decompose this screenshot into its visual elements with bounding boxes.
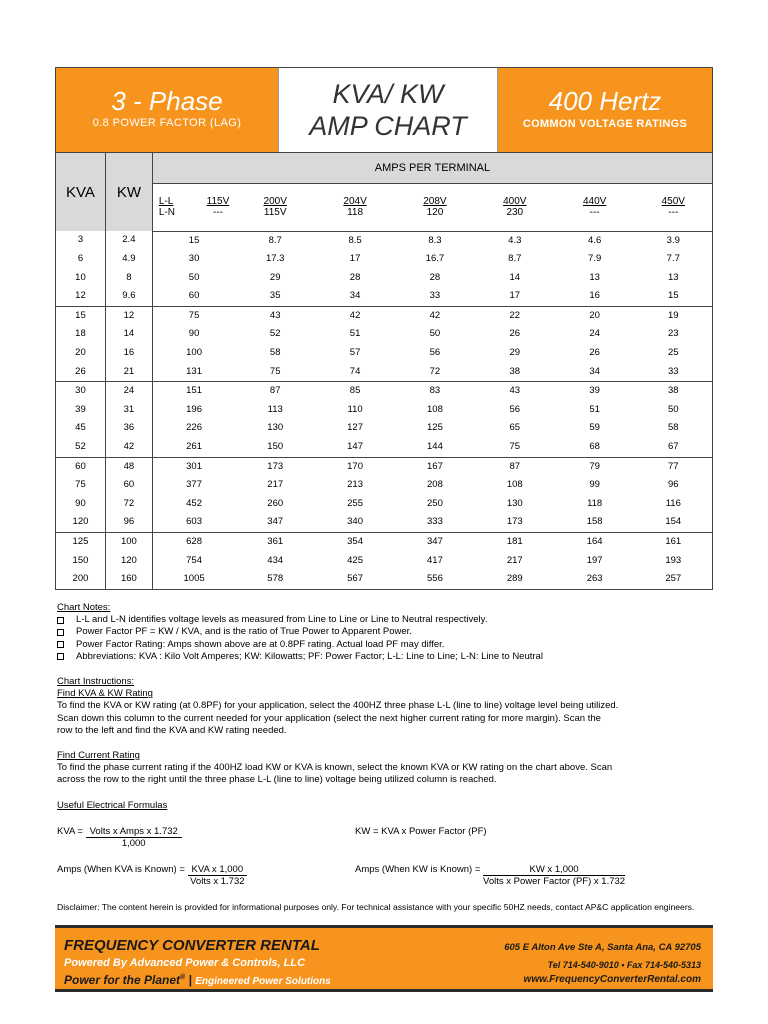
amps-cell: 50 xyxy=(635,401,713,420)
amps-cell: 7.9 xyxy=(588,253,602,265)
tagline-sub: Engineered Power Solutions xyxy=(195,976,331,987)
amps-kw-denominator: Volts x Power Factor (PF) x 1.732 xyxy=(483,876,626,887)
voltage-ln: 230 xyxy=(506,207,524,218)
amps-cell: 452 xyxy=(186,497,202,509)
ln-label: L-N xyxy=(158,207,175,218)
amps-cell: 361 xyxy=(235,533,315,552)
amps-cell: 173 xyxy=(235,457,315,476)
amps-cell: 15 xyxy=(188,234,200,246)
amps-cell: 34 xyxy=(349,290,361,302)
amps-cell: 257 xyxy=(635,570,713,589)
amps-cell: 43 xyxy=(475,382,555,401)
kva-cell: 18 xyxy=(56,325,106,344)
kw-cell: 2.4 xyxy=(105,231,152,250)
note-text: Abbreviations: KVA : Kilo Volt Amperes; KW: Kilowatts; PF: Power Factor; L-L: Line to Line; L-N: Line to Neutral xyxy=(76,650,543,662)
table-row xyxy=(56,363,713,382)
amps-cell: 118 xyxy=(587,497,603,509)
amps-cell: 16 xyxy=(589,290,600,302)
table-row xyxy=(56,513,713,532)
amps-cell: 87 xyxy=(475,457,555,476)
kva-cell: 200 xyxy=(56,570,106,589)
amps-cell: 347 xyxy=(267,516,284,528)
amps-cell: 33 xyxy=(429,290,441,302)
kva-cell: 75 xyxy=(56,476,106,495)
note-item xyxy=(57,614,717,626)
voltage-ll: 208V xyxy=(423,196,447,207)
amps-cell: 289 xyxy=(475,570,555,589)
voltage-column-header xyxy=(235,183,315,231)
amps-kva-numerator: KVA x 1,000 xyxy=(188,864,248,876)
amps-cell: 3.9 xyxy=(635,231,713,250)
voltage-column-header xyxy=(395,183,475,231)
voltage-ll: 200V xyxy=(263,196,287,207)
phase-panel xyxy=(56,68,278,152)
kva-formula xyxy=(57,826,182,849)
kw-cell: 14 xyxy=(105,325,152,344)
instruction-line: across the row to the right until the three phase L-L (line to line) voltage being utilized column is reached. xyxy=(57,774,497,786)
amps-cell: 150 xyxy=(267,441,284,453)
kva-cell: 90 xyxy=(56,495,106,514)
kw-cell: 100 xyxy=(105,533,152,552)
amps-cell: 116 xyxy=(635,495,713,514)
amps-cell: 217 xyxy=(267,479,284,491)
kva-cell: 60 xyxy=(56,457,106,476)
find-kva-text xyxy=(57,700,717,737)
formulas-title: Useful Electrical Formulas xyxy=(57,800,168,811)
amps-cell: 100 xyxy=(186,347,202,359)
kva-formula-prefix: KVA = xyxy=(57,826,83,837)
table-row xyxy=(56,306,713,325)
note-item xyxy=(57,651,717,663)
amps-cell: 20 xyxy=(555,306,635,325)
table-row xyxy=(56,419,713,438)
amps-cell: 197 xyxy=(586,554,603,566)
amps-cell: 59 xyxy=(589,422,600,434)
amps-cell: 24 xyxy=(589,328,600,340)
amps-cell: 51 xyxy=(349,328,361,340)
kw-cell: 60 xyxy=(105,476,152,495)
amps-cell: 85 xyxy=(315,382,395,401)
amps-cell: 22 xyxy=(475,306,555,325)
ll-label: L-L xyxy=(158,196,174,207)
amps-cell: 250 xyxy=(427,497,443,509)
company-name: FREQUENCY CONVERTER RENTAL xyxy=(64,937,320,954)
amps-cell: 83 xyxy=(395,382,475,401)
footer-banner xyxy=(55,925,713,992)
kw-cell: 12 xyxy=(105,306,152,325)
amps-cell: 154 xyxy=(635,513,713,532)
amps-cell: 56 xyxy=(509,403,521,415)
phase-title: 3 - Phase xyxy=(111,86,223,116)
kva-cell: 26 xyxy=(56,363,106,382)
amps-cell: 13 xyxy=(635,269,713,288)
amps-cell: 42 xyxy=(395,306,475,325)
voltage-header-row xyxy=(56,183,713,231)
amps-cell: 77 xyxy=(635,457,713,476)
kva-cell: 125 xyxy=(56,533,106,552)
voltage-ll: 115V xyxy=(206,196,230,207)
voltage-ll: 450V xyxy=(661,196,685,207)
amps-cell: 167 xyxy=(395,457,475,476)
voltage-ln: 115V xyxy=(263,207,287,218)
amps-cell: 34 xyxy=(589,365,600,377)
table-row xyxy=(56,344,713,363)
amps-cell: 74 xyxy=(349,365,361,377)
amps-cell: 170 xyxy=(315,457,395,476)
chart-title-panel xyxy=(278,68,498,152)
voltage-column-header xyxy=(555,183,635,231)
amps-cell: 28 xyxy=(349,271,361,283)
chart-title-line1: KVA/ KW xyxy=(332,79,444,109)
amps-cell: 108 xyxy=(506,479,523,491)
amps-cell: 417 xyxy=(427,554,443,566)
amps-cell: 8.5 xyxy=(348,234,362,246)
amps-cell: 181 xyxy=(475,533,555,552)
amps-cell: 333 xyxy=(427,516,443,528)
voltage-ln: --- xyxy=(668,207,679,218)
table-row xyxy=(56,287,713,306)
company-website-link[interactable]: www.FrequencyConverterRental.com xyxy=(523,974,701,985)
amps-cell: 434 xyxy=(267,554,284,566)
amps-cell: 8.7 xyxy=(508,253,522,265)
amps-cell: 39 xyxy=(555,382,635,401)
find-current-text xyxy=(57,762,717,786)
company-address: 605 E Alton Ave Ste A, Santa Ana, CA 92705 xyxy=(504,942,701,953)
note-item xyxy=(57,626,717,638)
kw-cell: 31 xyxy=(105,401,152,420)
amps-cell: 26 xyxy=(589,347,600,359)
table-row xyxy=(56,495,713,514)
kw-cell: 9.6 xyxy=(105,287,152,306)
amps-cell: 19 xyxy=(635,306,713,325)
voltage-ln: --- xyxy=(589,207,600,218)
amps-cell: 65 xyxy=(509,422,521,434)
table-row xyxy=(56,325,713,344)
amps-cell: 158 xyxy=(586,516,603,528)
tagline xyxy=(64,973,331,987)
power-factor-subtitle: 0.8 POWER FACTOR (LAG) xyxy=(92,117,242,129)
kw-cell: 72 xyxy=(105,495,152,514)
kva-formula-numerator: Volts x Amps x 1.732 xyxy=(86,826,182,838)
notes-title: Chart Notes: xyxy=(57,602,111,613)
voltage-column-header xyxy=(315,183,395,231)
instructions-title: Chart Instructions: xyxy=(57,676,135,688)
amps-cell: 147 xyxy=(347,441,363,453)
amps-cell: 16.7 xyxy=(425,253,445,265)
amps-kw-prefix: Amps (When KW is Known) = xyxy=(355,864,481,875)
amps-kva-formula xyxy=(57,864,247,887)
amps-cell: 50 xyxy=(188,271,200,283)
amps-cell: 226 xyxy=(186,422,202,434)
amps-cell: 263 xyxy=(555,570,635,589)
amps-cell: 196 xyxy=(186,403,202,415)
checkbox-bullet-icon xyxy=(57,653,64,660)
amps-cell: 68 xyxy=(589,441,600,453)
kva-cell: 3 xyxy=(56,231,106,250)
amps-cell: 193 xyxy=(635,552,713,571)
note-item xyxy=(57,639,717,651)
amps-cell: 340 xyxy=(347,516,363,528)
voltage-type-labels xyxy=(152,183,235,231)
amps-cell: 347 xyxy=(395,533,475,552)
tagline-separator: | xyxy=(185,973,196,987)
kw-cell: 120 xyxy=(105,552,152,571)
amps-cell: 125 xyxy=(427,422,443,434)
amps-cell: 4.3 xyxy=(508,234,522,246)
kva-cell: 10 xyxy=(56,269,106,288)
amps-cell: 164 xyxy=(555,533,635,552)
amps-cell: 75 xyxy=(152,306,235,325)
instruction-line: Scan down this column to the current needed for your application (select the next higher current rating for more margin). Scan the xyxy=(57,712,601,724)
amps-cell: 151 xyxy=(152,382,235,401)
amps-cell: 260 xyxy=(267,497,284,509)
amps-per-terminal-header: AMPS PER TERMINAL xyxy=(152,153,712,183)
amps-cell: 17 xyxy=(509,290,521,302)
amps-cell: 33 xyxy=(635,363,713,382)
voltage-column-header xyxy=(635,183,713,231)
note-text: Power Factor Rating: Amps shown above are at 0.8PF rating. Actual load PF may differ. xyxy=(76,638,445,650)
table-row xyxy=(56,533,713,552)
table-row xyxy=(56,476,713,495)
amps-cell: 131 xyxy=(186,365,202,377)
amps-cell: 58 xyxy=(269,347,281,359)
instruction-line: To find the KVA or KW rating (at 0.8PF) for your application, select the 400HZ three phase L-L (line to line) voltage level being utilized. xyxy=(57,700,619,712)
amps-cell: 754 xyxy=(186,554,202,566)
kva-formula-fraction xyxy=(86,826,182,849)
disclaimer: Disclaimer: The content herein is provided for informational purposes only. For technical assistance with your specific 50HZ needs, contact AP&C application engineers. xyxy=(57,902,695,912)
table-row xyxy=(56,570,713,589)
voltage-column-header xyxy=(475,183,555,231)
amps-cell: 51 xyxy=(589,403,600,415)
frequency-panel xyxy=(498,68,712,152)
table-row xyxy=(56,438,713,457)
kva-formula-denominator: 1,000 xyxy=(121,838,146,849)
amps-cell: 377 xyxy=(186,479,202,491)
amps-kw-formula xyxy=(355,864,625,887)
checkbox-bullet-icon xyxy=(57,617,64,624)
amps-cell: 56 xyxy=(429,347,441,359)
amps-cell: 213 xyxy=(347,479,363,491)
amps-cell: 255 xyxy=(347,497,363,509)
amps-cell: 75 xyxy=(509,441,521,453)
amps-kw-fraction xyxy=(483,864,625,887)
amps-cell: 35 xyxy=(269,290,281,302)
amps-cell: 25 xyxy=(635,344,713,363)
amps-cell: 127 xyxy=(347,422,363,434)
kw-formula: KW = KVA x Power Factor (PF) xyxy=(355,826,487,837)
kw-cell: 16 xyxy=(105,344,152,363)
amps-cell: 50 xyxy=(429,328,441,340)
amps-cell: 603 xyxy=(186,516,202,528)
note-text: L-L and L-N identifies voltage levels as measured from Line to Line or Line to Neutral respectively. xyxy=(76,614,488,626)
amps-cell: 130 xyxy=(506,497,523,509)
table-row xyxy=(56,382,713,401)
amps-cell: 29 xyxy=(509,347,521,359)
kw-cell: 24 xyxy=(105,382,152,401)
kva-cell: 20 xyxy=(56,344,106,363)
kw-cell: 42 xyxy=(105,438,152,457)
checkbox-bullet-icon xyxy=(57,629,64,636)
amps-cell: 79 xyxy=(555,457,635,476)
amps-cell: 67 xyxy=(635,438,713,457)
table-row xyxy=(56,269,713,288)
amps-cell: 28 xyxy=(429,271,441,283)
amps-cell: 173 xyxy=(506,516,523,528)
amps-cell: 60 xyxy=(188,290,200,302)
amps-cell: 90 xyxy=(188,328,200,340)
kva-cell: 30 xyxy=(56,382,106,401)
amp-chart-table xyxy=(55,153,713,590)
amps-cell: 52 xyxy=(269,328,281,340)
table-row xyxy=(56,250,713,269)
voltage-subtitle: COMMON VOLTAGE RATINGS xyxy=(522,118,688,130)
amps-cell: 23 xyxy=(635,325,713,344)
amps-cell: 1005 xyxy=(152,570,235,589)
kw-cell: 4.9 xyxy=(105,250,152,269)
kw-cell: 8 xyxy=(105,269,152,288)
registered-mark: ® xyxy=(180,974,186,981)
kw-cell: 36 xyxy=(105,419,152,438)
amps-cell: 17.3 xyxy=(265,253,285,265)
voltage-ln: 120 xyxy=(426,207,444,218)
find-kva-title: Find KVA & KW Rating xyxy=(57,688,153,700)
amps-cell: 15 xyxy=(635,287,713,306)
amps-cell: 144 xyxy=(427,441,443,453)
amps-cell: 301 xyxy=(152,457,235,476)
amps-cell: 42 xyxy=(315,306,395,325)
kva-cell: 39 xyxy=(56,401,106,420)
amps-cell: 17 xyxy=(349,253,361,265)
amps-cell: 14 xyxy=(509,271,521,283)
amps-cell: 261 xyxy=(186,441,202,453)
kw-column-header: KW xyxy=(105,153,152,231)
amps-cell: 43 xyxy=(235,306,315,325)
kva-cell: 45 xyxy=(56,419,106,438)
table-row xyxy=(56,401,713,420)
amps-cell: 8.7 xyxy=(268,234,282,246)
checkbox-bullet-icon xyxy=(57,641,64,648)
company-phone: Tel 714-540-9010 • Fax 714-540-5313 xyxy=(547,960,701,970)
kva-cell: 52 xyxy=(56,438,106,457)
kva-cell: 15 xyxy=(56,306,106,325)
amps-cell: 29 xyxy=(269,271,281,283)
voltage-ll: 440V xyxy=(582,196,607,207)
kva-cell: 120 xyxy=(56,513,106,532)
notes-list xyxy=(57,614,717,663)
amps-cell: 208 xyxy=(427,479,443,491)
table-row xyxy=(56,552,713,571)
powered-by: Powered By Advanced Power & Controls, LLC xyxy=(64,957,306,969)
amps-cell: 99 xyxy=(589,479,600,491)
amps-cell: 4.6 xyxy=(588,234,602,246)
kw-cell: 48 xyxy=(105,457,152,476)
amps-cell: 30 xyxy=(188,253,200,265)
kva-cell: 12 xyxy=(56,287,106,306)
kva-cell: 6 xyxy=(56,250,106,269)
amps-cell: 217 xyxy=(506,554,523,566)
amps-cell: 13 xyxy=(589,271,600,283)
amps-cell: 58 xyxy=(635,419,713,438)
kva-column-header: KVA xyxy=(56,153,106,231)
amps-cell: 57 xyxy=(349,347,361,359)
note-text: Power Factor PF = KW / KVA, and is the ratio of True Power to Apparent Power. xyxy=(76,626,412,638)
amps-kva-prefix: Amps (When KVA is Known) = xyxy=(57,864,185,875)
chart-title-line2: AMP CHART xyxy=(309,111,467,141)
tagline-main: Power for the Planet xyxy=(64,973,181,987)
amps-kva-denominator: Volts x 1.732 xyxy=(190,876,245,887)
kw-cell: 160 xyxy=(105,570,152,589)
amps-cell: 96 xyxy=(635,476,713,495)
amps-kw-numerator: KW x 1,000 xyxy=(483,864,625,876)
amps-cell: 110 xyxy=(347,403,363,415)
amps-cell: 628 xyxy=(152,533,235,552)
frequency-title: 400 Hertz xyxy=(548,86,662,116)
kw-cell: 21 xyxy=(105,363,152,382)
amps-cell: 72 xyxy=(429,365,441,377)
instruction-line: row to the left and find the KVA and KW rating needed. xyxy=(57,724,287,736)
voltage-ln: 118 xyxy=(347,207,364,218)
amps-cell: 425 xyxy=(347,554,363,566)
voltage-ll: 204V xyxy=(343,196,367,207)
table-row xyxy=(56,457,713,476)
chart-header xyxy=(55,67,713,153)
amps-cell: 38 xyxy=(509,365,521,377)
amps-cell: 8.3 xyxy=(428,234,442,246)
amps-cell: 113 xyxy=(267,403,283,415)
amps-kva-fraction xyxy=(188,864,248,887)
kw-cell: 96 xyxy=(105,513,152,532)
find-current-title: Find Current Rating xyxy=(57,750,140,762)
kva-cell: 150 xyxy=(56,552,106,571)
table-row xyxy=(56,231,713,250)
amps-cell: 38 xyxy=(635,382,713,401)
amps-cell: 567 xyxy=(315,570,395,589)
voltage-ln: --- xyxy=(212,207,223,218)
amps-cell: 556 xyxy=(395,570,475,589)
amps-cell: 161 xyxy=(635,533,713,552)
amps-cell: 578 xyxy=(235,570,315,589)
voltage-ll: 400V xyxy=(503,196,527,207)
amps-cell: 108 xyxy=(427,403,443,415)
amps-cell: 75 xyxy=(269,365,281,377)
instruction-line: To find the phase current rating if the 400HZ load KW or KVA is known, select the known KVA or KW rating on the chart above. Scan xyxy=(57,762,613,774)
amps-cell: 354 xyxy=(315,533,395,552)
amps-cell: 87 xyxy=(235,382,315,401)
amps-cell: 130 xyxy=(267,422,284,434)
amp-chart-body xyxy=(56,231,713,589)
amps-cell: 26 xyxy=(509,328,521,340)
chart-notes xyxy=(57,602,717,787)
amps-cell: 7.7 xyxy=(635,250,713,269)
